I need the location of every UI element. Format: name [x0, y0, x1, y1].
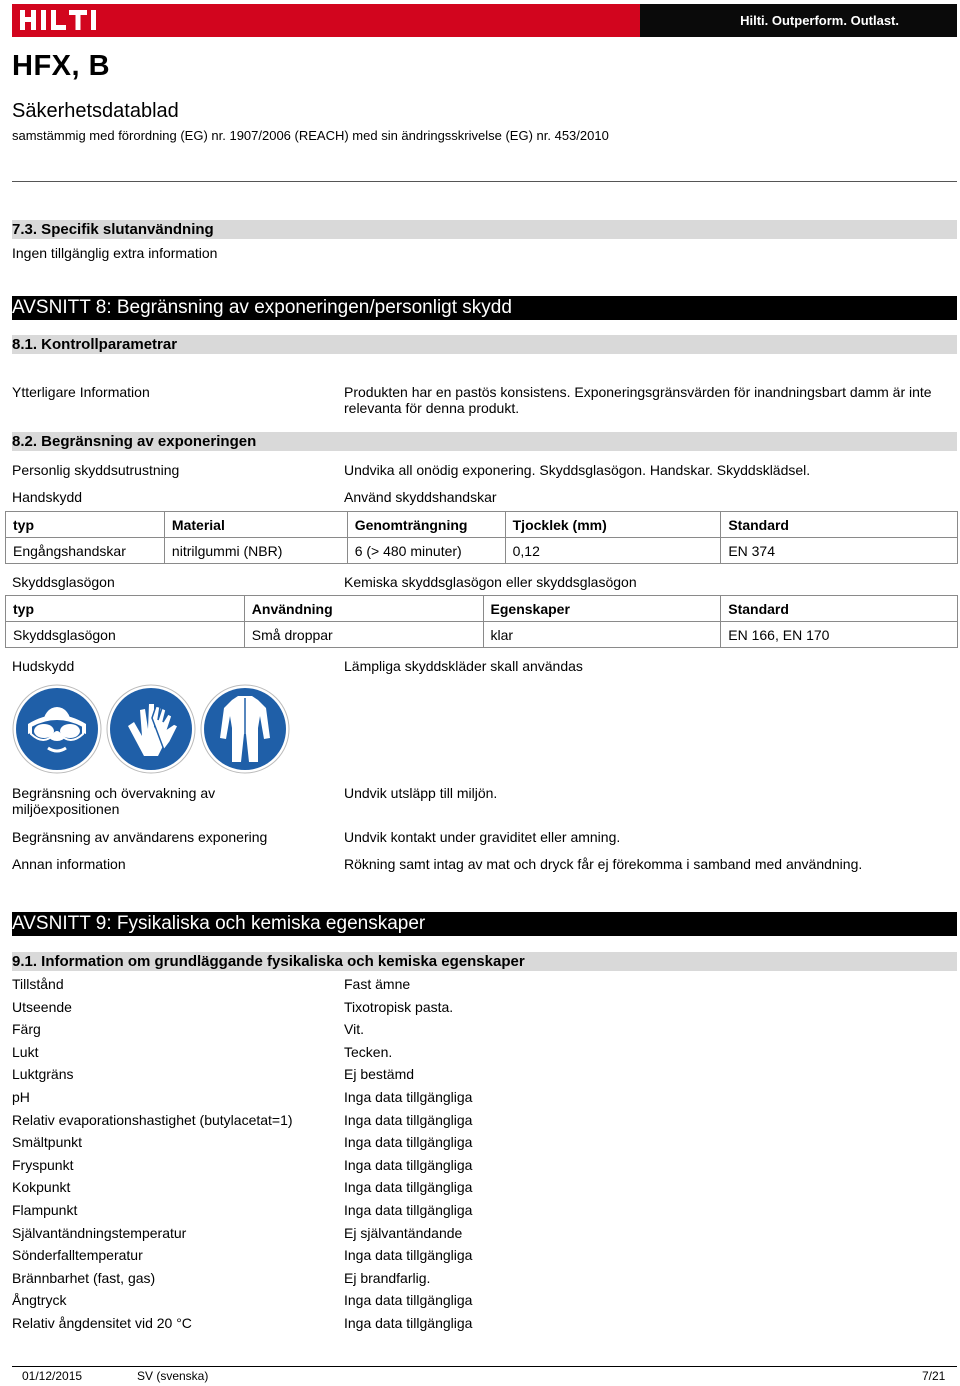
table-header-cell: Standard [721, 596, 958, 622]
property-value: Ej självantändande [344, 1225, 463, 1241]
table-cell: 0,12 [505, 538, 721, 564]
hilti-logo [20, 8, 128, 35]
property-label: Luktgräns [12, 1066, 74, 1082]
property-value: Inga data tillgängliga [344, 1202, 473, 1218]
other-info-label: Annan information [12, 856, 126, 872]
environmental-value: Undvik utsläpp till miljön. [344, 785, 498, 801]
table-header-cell: typ [6, 596, 245, 622]
table-header-cell: Egenskaper [483, 596, 721, 622]
property-value: Inga data tillgängliga [344, 1247, 473, 1263]
table-cell: EN 166, EN 170 [721, 622, 958, 648]
glove-table [5, 511, 958, 564]
document-subtitle: samstämmig med förordning (EG) nr. 1907/2006 (REACH) med sin ändringsskrivelse (EG) nr. 453/2010 [12, 128, 609, 143]
property-label: Lukt [12, 1044, 39, 1060]
table-cell: klar [483, 622, 721, 648]
hand-protection-label: Handskydd [12, 489, 83, 505]
section-9-heading: AVSNITT 9: Fysikaliska och kemiska egenskaper [12, 912, 957, 936]
property-value: Inga data tillgängliga [344, 1157, 473, 1173]
table-cell: EN 374 [721, 538, 958, 564]
section-7-3-text: Ingen tillgänglig extra information [12, 245, 218, 261]
property-label: Relativ ångdensitet vid 20 °C [12, 1315, 192, 1331]
property-label: Sönderfalltemperatur [12, 1247, 143, 1263]
property-value: Fast ämne [344, 976, 411, 992]
eye-protection-value: Kemiska skyddsglasögon eller skyddsglasögon [344, 574, 637, 590]
table-cell: Engångshandskar [6, 538, 165, 564]
table-header-cell: Material [164, 512, 347, 538]
eye-protection-label: Skyddsglasögon [12, 574, 115, 590]
table-cell: Skyddsglasögon [6, 622, 245, 648]
table-header-row [6, 596, 958, 622]
property-label: Kokpunkt [12, 1179, 71, 1195]
property-value: Tecken. [344, 1044, 393, 1060]
table-header-cell: Genomträngning [347, 512, 505, 538]
skin-protection-value: Lämpliga skyddskläder skall användas [344, 658, 583, 674]
table-header-cell: Användning [244, 596, 483, 622]
section-8-heading: AVSNITT 8: Begränsning av exponeringen/personligt skydd [12, 296, 957, 320]
eye-table [5, 595, 958, 648]
extra-info-label: Ytterligare Information [12, 384, 150, 400]
property-value: Inga data tillgängliga [344, 1134, 473, 1150]
gloves-icon [106, 684, 196, 774]
table-header-cell: Tjocklek (mm) [505, 512, 721, 538]
property-label: Färg [12, 1021, 41, 1037]
property-value: Inga data tillgängliga [344, 1089, 473, 1105]
protective-suit-icon [200, 684, 290, 774]
table-cell: Små droppar [244, 622, 483, 648]
footer-language: SV (svenska) [137, 1369, 209, 1383]
property-value: Ej brandfarlig. [344, 1270, 431, 1286]
property-value: Ej bestämd [344, 1066, 415, 1082]
table-cell: nitrilgummi (NBR) [164, 538, 347, 564]
table-header-row [6, 512, 958, 538]
property-label: Fryspunkt [12, 1157, 74, 1173]
header-tagline: Hilti. Outperform. Outlast. [640, 4, 957, 37]
section-8-2-heading: 8.2. Begränsning av exponeringen [12, 432, 957, 451]
section-7-3-heading: 7.3. Specifik slutanvändning [12, 220, 957, 239]
property-value: Inga data tillgängliga [344, 1179, 473, 1195]
product-name: HFX, B [12, 50, 111, 82]
property-label: Smältpunkt [12, 1134, 83, 1150]
consumer-exposure-value: Undvik kontakt under graviditet eller amning. [344, 829, 621, 845]
extra-info-value: Produkten har en pastös konsistens. Exponeringsgränsvärden för inandningsbart damm är inte relevanta för denna produkt. [344, 384, 932, 416]
ppe-label: Personlig skyddsutrustning [12, 462, 180, 478]
property-label: Tillstånd [12, 976, 64, 992]
table-cell: 6 (> 480 minuter) [347, 538, 505, 564]
property-value: Tixotropisk pasta. [344, 999, 454, 1015]
property-label: pH [12, 1089, 30, 1105]
other-info-value: Rökning samt intag av mat och dryck får ej förekomma i samband med användning. [344, 856, 863, 872]
property-label: Självantändningstemperatur [12, 1225, 187, 1241]
footer-page-number: 7/21 [922, 1369, 946, 1383]
goggles-icon [12, 684, 102, 774]
property-value: Inga data tillgängliga [344, 1292, 473, 1308]
property-value: Inga data tillgängliga [344, 1112, 473, 1128]
property-value: Vit. [344, 1021, 364, 1037]
property-label: Flampunkt [12, 1202, 78, 1218]
document-title: Säkerhetsdatablad [12, 100, 179, 122]
section-8-1-heading: 8.1. Kontrollparametrar [12, 335, 957, 354]
footer-divider [12, 1366, 957, 1367]
table-row [6, 538, 958, 564]
property-label: Brännbarhet (fast, gas) [12, 1270, 156, 1286]
property-label: Ångtryck [12, 1292, 67, 1308]
property-value: Inga data tillgängliga [344, 1315, 473, 1331]
property-label: Utseende [12, 999, 72, 1015]
skin-protection-label: Hudskydd [12, 658, 75, 674]
environmental-label: Begränsning och övervakning av miljöexpositionen [12, 785, 216, 817]
header-divider [12, 181, 957, 182]
section-9-1-heading: 9.1. Information om grundläggande fysikaliska och kemiska egenskaper [12, 952, 957, 971]
property-label: Relativ evaporationshastighet (butylacetat=1) [12, 1112, 293, 1128]
consumer-exposure-label: Begränsning av användarens exponering [12, 829, 268, 845]
table-row [6, 622, 958, 648]
ppe-value: Undvika all onödig exponering. Skyddsglasögon. Handskar. Skyddsklädsel. [344, 462, 811, 478]
footer-date: 01/12/2015 [22, 1369, 83, 1383]
hand-protection-value: Använd skyddshandskar [344, 489, 497, 505]
table-header-cell: Standard [721, 512, 958, 538]
table-header-cell: typ [6, 512, 165, 538]
